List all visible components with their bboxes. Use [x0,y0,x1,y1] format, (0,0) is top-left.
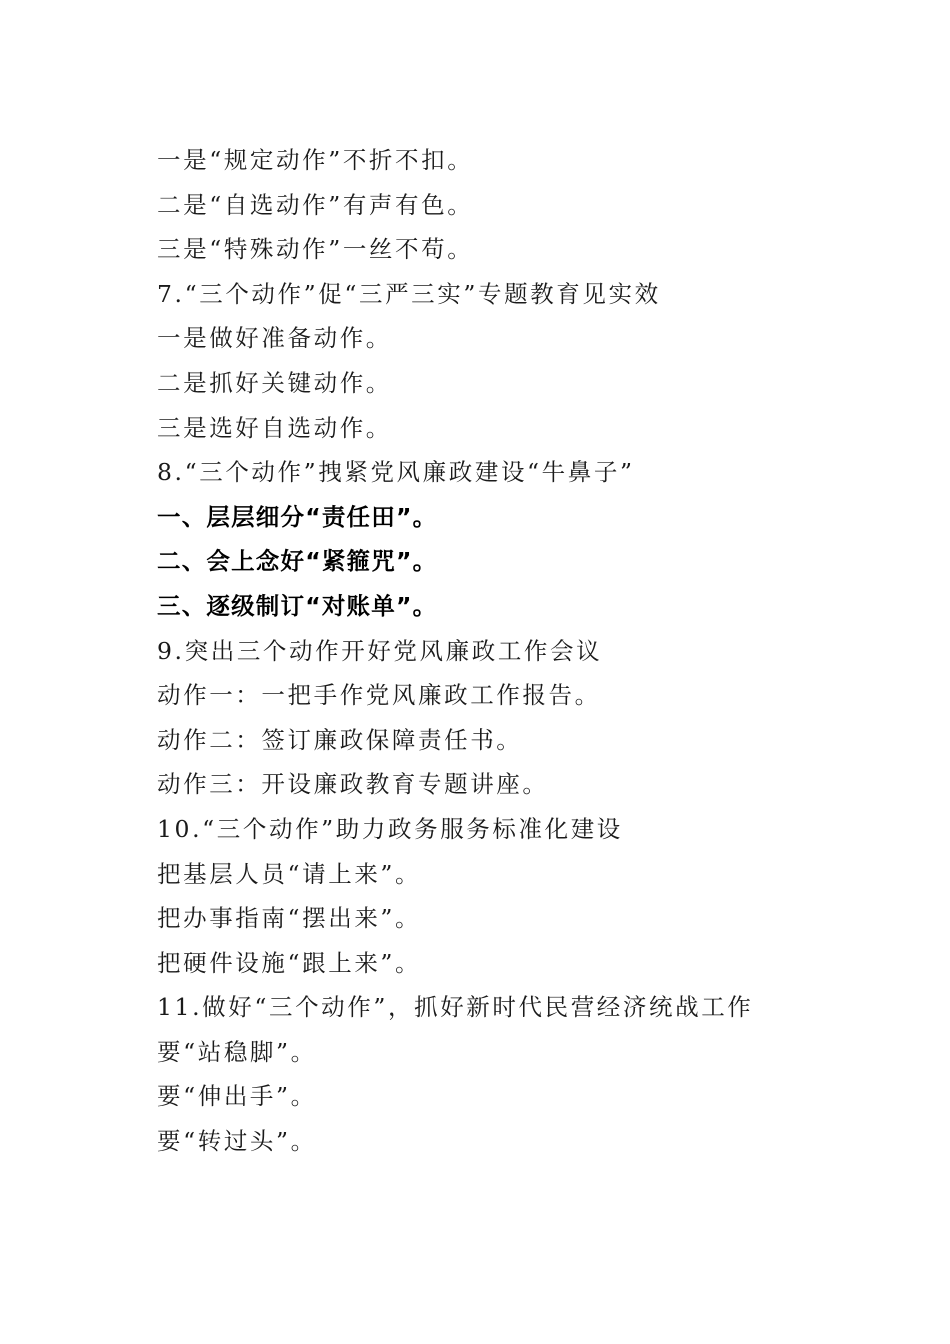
document-body [157,138,897,1164]
text-line: 动作一：一把手作党风廉政工作报告。 [157,681,601,710]
text-line: 把硬件设施“跟上来”。 [157,948,422,977]
text-line: 动作二：签订廉政保障责任书。 [157,725,523,754]
text-line: 二是“自选动作”有声有色。 [157,190,474,219]
text-line: 动作三：开设廉政教育专题讲座。 [157,770,549,799]
text-line: 把办事指南“摆出来”。 [157,904,422,933]
section-heading-11: 11.做好“三个动作”，抓好新时代民营经济统战工作 [157,993,754,1022]
text-line: 二是抓好关键动作。 [157,368,392,397]
text-line: 把基层人员“请上来”。 [157,859,422,888]
bold-text-line: 二、会上念好“紧箍咒”。 [157,547,438,576]
text-line: 一是“规定动作”不折不扣。 [157,146,474,174]
text-line: 三是“特殊动作”一丝不苟。 [157,235,474,264]
text-line: 要“站稳脚”。 [157,1037,317,1066]
text-line: 三是选好自选动作。 [157,413,392,442]
bold-text-line: 三、逐级制订“对账单”。 [157,591,438,620]
text-line: 要“伸出手”。 [157,1082,317,1111]
section-heading-8: 8.“三个动作”拽紧党风廉政建设“牛鼻子” [157,458,635,487]
text-line: 一是做好准备动作。 [157,324,392,353]
text-line: 要“转过头”。 [157,1127,317,1156]
section-heading-9: 9.突出三个动作开好党风廉政工作会议 [157,636,603,665]
section-heading-10: 10.“三个动作”助力政务服务标准化建设 [157,814,623,843]
section-heading-7: 7.“三个动作”促“三严三实”专题教育见实效 [157,279,661,308]
bold-text-line: 一、层层细分“责任田”。 [157,502,438,531]
